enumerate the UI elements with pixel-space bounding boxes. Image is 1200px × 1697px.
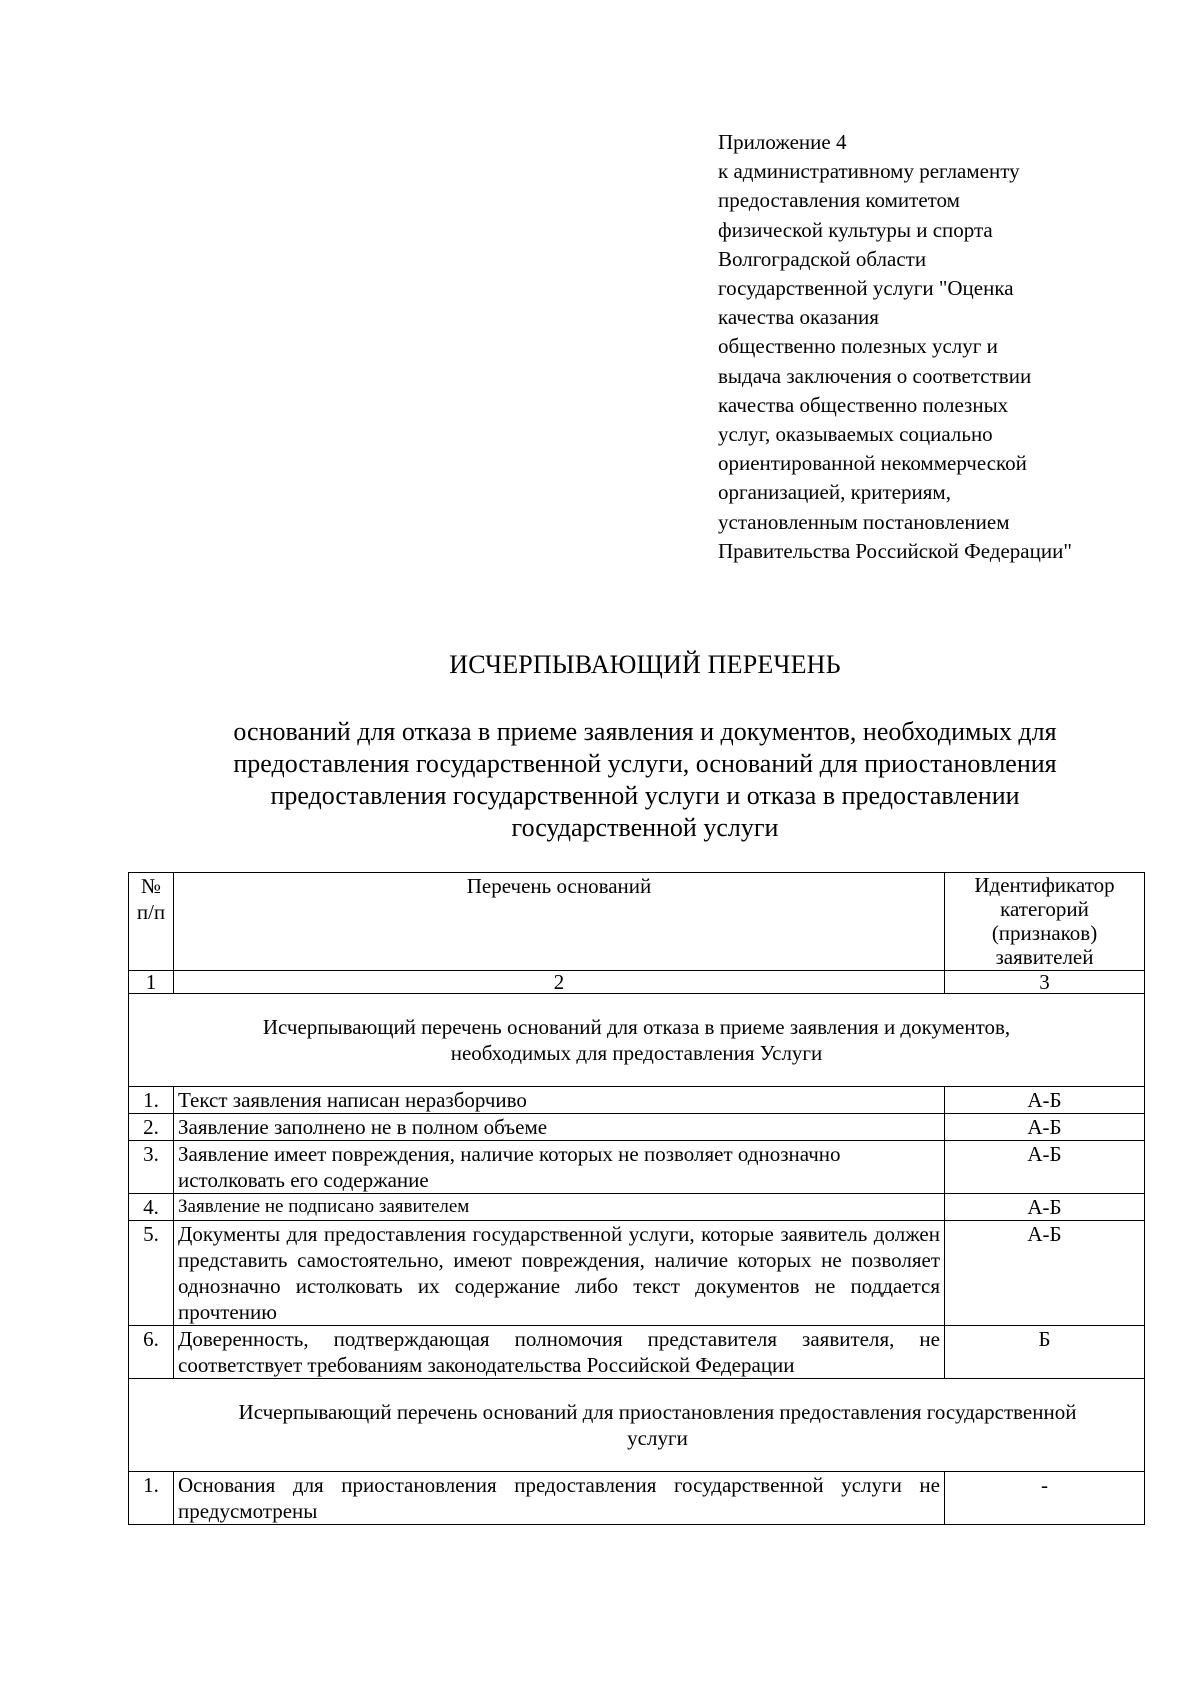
appendix-line: установленным постановлением [718, 509, 1010, 534]
table-row [129, 1114, 1145, 1141]
section-title-suspension [129, 1379, 1145, 1472]
section-header-row [129, 1379, 1145, 1472]
grounds-table [128, 872, 1145, 1525]
column-number: 3 [945, 971, 1145, 994]
column-numbers-row [129, 971, 1145, 994]
row-num: 4. [129, 1194, 174, 1221]
appendix-line: государственной услуги "Оценка [718, 276, 1014, 301]
appendix-line: Волгоградской области [718, 246, 927, 271]
appendix-line: физической культуры и спорта [718, 217, 993, 242]
subtitle-line: государственной услуги [511, 813, 779, 842]
column-number: 2 [174, 971, 945, 994]
table-row [129, 1221, 1145, 1326]
appendix-line: качества оказания [718, 305, 879, 330]
subtitle-line: оснований для отказа в приеме заявления и документов, необходимых для [233, 717, 1057, 746]
appendix-line: организацией, критериям, [718, 480, 951, 505]
row-num: 1. [129, 1087, 174, 1114]
table-row [129, 1087, 1145, 1114]
column-number: 1 [129, 971, 174, 994]
section-title-line: услуги [627, 1426, 688, 1450]
row-text: Доверенность, подтверждающая полномочия представителя заявителя, не соответствует требованиям законодательства Российской Федерации [174, 1326, 945, 1379]
section-title-line: Исчерпывающий перечень оснований для отказа в приеме заявления и документов, [262, 1015, 1011, 1039]
appendix-block [718, 128, 1158, 566]
table-header-row [129, 873, 1145, 971]
document-subtitle [150, 716, 1140, 844]
row-identifier: - [945, 1472, 1145, 1525]
section-header-row [129, 994, 1145, 1087]
section-title-line: необходимых для предоставления Услуги [450, 1041, 823, 1065]
appendix-line: общественно полезных услуг и [718, 334, 998, 359]
row-identifier: А-Б [945, 1087, 1145, 1114]
row-text: Документы для предоставления государственной услуги, которые заявитель должен представить самостоятельно, имеют повреждения, наличие которых не позволяет однозначно истолковать их содержание либо текст документов не поддается прочтению [174, 1221, 945, 1326]
appendix-line: качества общественно полезных [718, 392, 1009, 417]
appendix-line: Приложение 4 [718, 130, 847, 154]
row-num: 2. [129, 1114, 174, 1141]
appendix-line: к административному регламенту [718, 159, 1020, 184]
row-text: Заявление не подписано заявителем [174, 1194, 945, 1221]
table-row [129, 1326, 1145, 1379]
appendix-line: выдача заключения о соответствии [718, 363, 1032, 388]
appendix-line: предоставления комитетом [718, 188, 960, 213]
row-text: Заявление имеет повреждения, наличие которых не позволяет однозначно истолковать его содержание [174, 1141, 945, 1194]
table-row [129, 1141, 1145, 1194]
row-num: 1. [129, 1472, 174, 1525]
appendix-line: Правительства Российской Федерации" [718, 538, 1072, 563]
header-num-line: п/п [136, 900, 166, 924]
header-grounds: Перечень оснований [174, 873, 945, 971]
header-num [129, 873, 174, 971]
row-identifier: А-Б [945, 1141, 1145, 1194]
section-title-refusal [129, 994, 1145, 1087]
header-num-line: № [140, 874, 162, 898]
row-text: Заявление заполнено не в полном объеме [174, 1114, 945, 1141]
row-num: 5. [129, 1221, 174, 1326]
header-identifier: Идентификатор категорий (признаков) заявителей [945, 873, 1145, 971]
subtitle-line: предоставления государственной услуги и отказа в предоставлении [270, 781, 1020, 810]
table-row [129, 1194, 1145, 1221]
table-row [129, 1472, 1145, 1525]
row-identifier: А-Б [945, 1114, 1145, 1141]
row-text: Основания для приостановления предоставления государственной услуги не предусмотрены [174, 1472, 945, 1525]
appendix-line: услуг, оказываемых социально [718, 422, 993, 447]
row-num: 6. [129, 1326, 174, 1379]
document-title: ИСЧЕРПЫВАЮЩИЙ ПЕРЕЧЕНЬ [449, 650, 841, 679]
subtitle-line: предоставления государственной услуги, оснований для приостановления [233, 749, 1057, 778]
appendix-line: ориентированной некоммерческой [718, 451, 1027, 476]
section-title-line: Исчерпывающий перечень оснований для приостановления предоставления государственной [238, 1400, 1077, 1424]
row-identifier: А-Б [945, 1194, 1145, 1221]
row-identifier: Б [945, 1326, 1145, 1379]
row-num: 3. [129, 1141, 174, 1194]
row-identifier: А-Б [945, 1221, 1145, 1326]
row-text: Текст заявления написан неразборчиво [174, 1087, 945, 1114]
